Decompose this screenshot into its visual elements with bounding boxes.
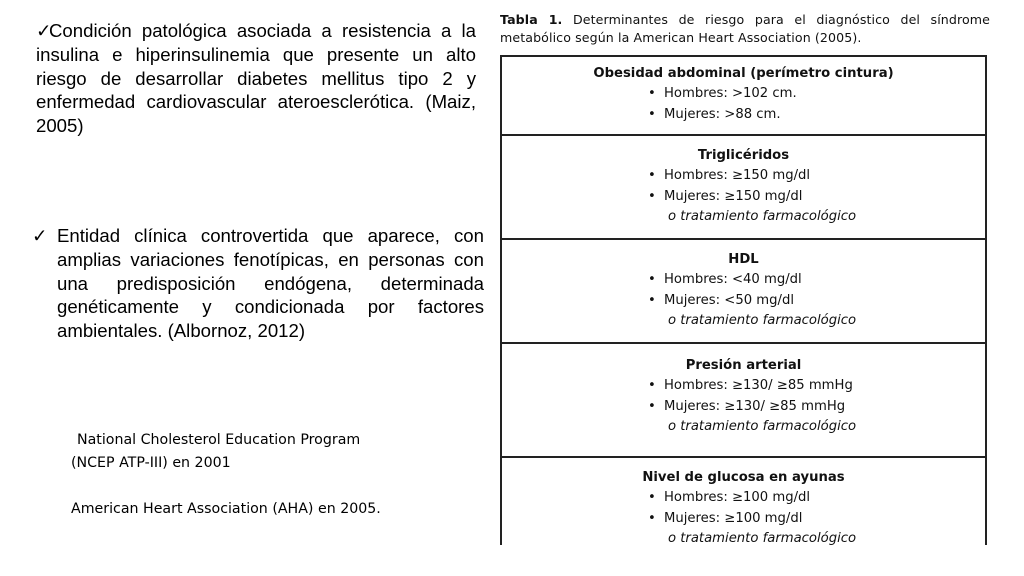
- bullet-text: Condición patológica asociada a resistencia a la insulina e hiperinsulinemia que presente un alto riesgo de desarrollar diabetes mellitus tipo 2 y enfermedad cardiovascular ateroesclerótica. (Maiz, 2005): [36, 20, 476, 137]
- row-title: Presión arterial: [685, 358, 802, 373]
- row-men-value: • Hombres: ≥100 mg/dl: [648, 488, 985, 509]
- table-caption-label: Tabla 1.: [500, 12, 563, 27]
- note-aha: American Heart Association (AHA) en 2005.: [71, 501, 381, 517]
- checkmark-icon: ✓: [32, 225, 48, 246]
- row-men-value: • Hombres: <40 mg/dl: [648, 270, 985, 291]
- row-women-value: • Mujeres: >88 cm.: [648, 105, 985, 126]
- table-caption-text: Determinantes de riesgo para el diagnóstico del síndrome metabólico según la American Heart Association (2005).: [500, 12, 991, 45]
- table-row-presion: [502, 344, 985, 458]
- row-title: Nivel de glucosa en ayunas: [642, 470, 845, 485]
- row-treatment: o tratamiento farmacológico: [668, 419, 857, 434]
- bullet-definition-albornoz: [32, 224, 484, 343]
- note-ncep-line1: National Cholesterol Education Program: [77, 432, 361, 448]
- row-title: Obesidad abdominal (perímetro cintura): [593, 66, 894, 81]
- row-title: HDL: [728, 252, 759, 267]
- table-caption: [500, 11, 990, 46]
- table-row-glucosa: [502, 458, 985, 547]
- row-men-value: • Hombres: >102 cm.: [648, 84, 985, 105]
- bullet-definition-maiz: [36, 19, 476, 138]
- row-treatment: o tratamiento farmacológico: [668, 209, 857, 224]
- row-women-value: • Mujeres: ≥130/ ≥85 mmHg: [648, 397, 985, 418]
- row-women-value: • Mujeres: <50 mg/dl: [648, 291, 985, 312]
- row-treatment: o tratamiento farmacológico: [668, 313, 857, 328]
- row-women-value: • Mujeres: ≥150 mg/dl: [648, 187, 985, 208]
- note-ncep-line2: (NCEP ATP-III) en 2001: [71, 455, 231, 471]
- bullet-text: Entidad clínica controvertida que aparece, con amplias variaciones fenotípicas, en personas con una predisposición endógena, determinada genéticamente y condicionada por factores ambientales. (Albornoz, 2012): [57, 225, 484, 342]
- risk-determinants-table: [500, 55, 987, 545]
- row-women-value: • Mujeres: ≥100 mg/dl: [648, 509, 985, 530]
- checkmark-icon: ✓: [36, 20, 52, 41]
- row-men-value: • Hombres: ≥130/ ≥85 mmHg: [648, 376, 985, 397]
- row-title: Triglicéridos: [697, 148, 790, 163]
- table-row-obesidad: [502, 57, 985, 136]
- table-row-trigliceridos: [502, 136, 985, 240]
- row-men-value: • Hombres: ≥150 mg/dl: [648, 166, 985, 187]
- row-treatment: o tratamiento farmacológico: [668, 531, 857, 546]
- table-row-hdl: [502, 240, 985, 344]
